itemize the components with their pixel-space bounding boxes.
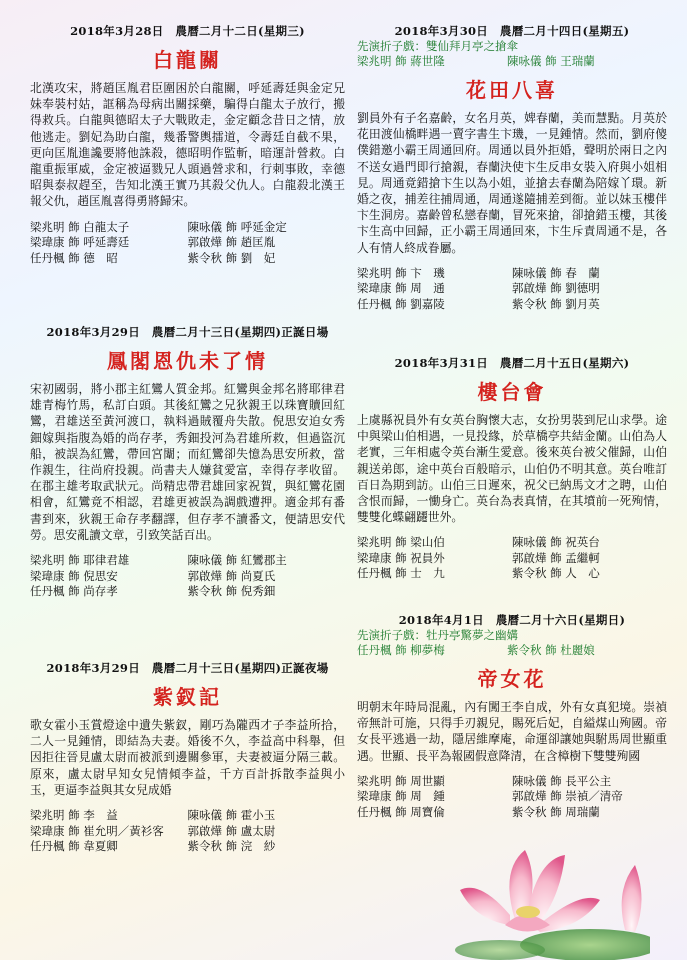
cast-row	[30, 553, 345, 569]
prelude-title: 先演折子戲：牡丹亭驚夢之幽媾	[357, 628, 518, 642]
cast-row	[357, 535, 667, 551]
cast-row	[357, 297, 667, 313]
cast-row	[357, 551, 667, 567]
show-date: 2018年3月29日 農曆二月十三日(星期四)正誕夜場	[46, 661, 329, 675]
show-section-bailongguan	[30, 23, 345, 266]
cast-list	[30, 220, 345, 267]
show-section-huatian	[357, 23, 667, 312]
show-synopsis: 上虞縣祝員外有女英台胸懷大志，女扮男裝到尼山求學。途中與梁山伯相遇，一見投緣，於草橋亭共結金蘭。山伯為人老實，三年相處令英台漸生愛意。後來英台被父催歸，山伯親送弟郎，途中英台百般暗示，山伯仍不明其意。英台唯訂百日為期到訪。山伯三日遲來，祝父已納馬文才之聘，山伯含恨而歸，一慟身亡。英台為表真情，在其墳前一死殉情，雙雙化蝶翩躚世外。	[357, 413, 667, 525]
cast-entry: 梁兆明 飾 李 益	[30, 808, 118, 823]
cast-entry: 紫令秋 飾 杜麗娘	[507, 643, 595, 657]
cast-entry: 陳咏儀 飾 王瑞蘭	[507, 54, 595, 68]
cast-row	[30, 220, 345, 236]
cast-entry: 紫令秋 飾 劉 妃	[187, 250, 276, 265]
cast-entry: 陳咏儀 飾 祝英台	[512, 535, 600, 550]
cast-entry: 郭啟燁 飾 劉德明	[512, 281, 600, 296]
show-synopsis: 明朝末年時局混亂，內有闖王李自成，外有女真犯境。崇禎帝無計可施，只得手刃親兒，賜死后妃，自縊煤山殉國。帝女長平逃過一劫，隱居維摩庵，命運卻讓她與駙馬周世顯重遇。世顯、長平為報國假意降清，在含樟樹下雙雙殉國	[357, 700, 667, 763]
show-synopsis: 宋初國弱，將小郡主紅鸞人質金邦。紅鸞與金邦名將耶律君雄青梅竹馬，私訂白頭。其後紅鸞之兄狄親王以珠寶贖回紅鸞，君雄送至黃河渡口，執料過賊覆舟失散。倪思安迫女秀鈿嫁與指腹為婚的尚存孝，秀鈿投河為君雄所救，但過盜沉船，被誤為紅鸞，帶回宮闈；而紅鸞卻失憶為思安所救，當作親生，往尚府投親。尚書夫人嫌貧愛富，幸得存孝收留。在郡主雄考取武狀元。尚精忠帶君雄回家祝賀，與紅鸞花園相會，紅鸞竟不相認，君雄更被誤為調戲遭押。適金邦有番書到來，狄親王命存孝翻譯，但存孝不讀番文，便請思安代勞。思安亂讀文章，引致笑話百出。	[30, 382, 345, 542]
show-synopsis: 歌女霍小玉賞燈途中遺失紫釵，剛巧為隴西才子李益所拾，二人一見鍾情，即結為夫妻。婚後不久，李益高中科舉，但因拒往晉見盧太尉而被派到邊關參軍，夫妻被逼分隔三載。原來，盧太尉早知女兒情傾李益，千方百計拆散李益與小玉，更逼李益與其女兒成婚	[30, 718, 345, 797]
cast-entry: 紫令秋 飾 浣 紗	[187, 839, 276, 854]
show-section-dinuhua	[357, 612, 667, 820]
cast-entry: 梁兆明 飾 周世顯	[357, 773, 445, 788]
cast-row	[357, 281, 667, 297]
prelude-cast	[357, 54, 667, 69]
cast-row	[357, 566, 667, 582]
cast-entry: 梁瑋康 飾 崔允明／黃衫客	[30, 823, 164, 838]
cast-row	[30, 824, 345, 840]
cast-entry: 陳咏儀 飾 春 蘭	[512, 265, 600, 280]
show-synopsis: 劉員外有子名嘉齡，女名月英，婢春蘭，美而慧點。月英於花田渡仙橋畔遇一賣字書生卞璣，一見鍾情。然而，劉府傻僕錯邀小霸王周通回府。周通以員外拒婚，聲明於兩日之內不送女過門即行搶親，春蘭決使卞生反串女裝入府與小姐相見。周通竟錯搶卞生以為小姐，並搶去春蘭為陪嫁丫環。新婚之夜，捕差往捕周通，周通遂隨捕差到衙。並以妹玉樓伴卞生洞房。嘉齡曾私戀春蘭，冒死來搶，卻搶錯玉樓，其後卞生高中回歸，正小霸王周通回來，卞生斥責周通不是，各人有情人終成眷屬。	[357, 111, 667, 255]
cast-entry: 郭啟燁 飾 崇禎／清帝	[512, 789, 623, 804]
cast-row	[357, 805, 667, 821]
show-section-zichaiji	[30, 660, 345, 855]
cast-entry: 郭啟燁 飾 盧太尉	[187, 823, 276, 838]
cast-entry: 梁瑋康 飾 祝員外	[357, 550, 445, 565]
prelude-cast	[357, 643, 667, 658]
show-section-fengge	[30, 324, 345, 600]
cast-list	[357, 535, 667, 582]
cast-entry: 梁兆明 飾 蔣世隆	[357, 54, 445, 68]
show-section-loutaihui	[357, 355, 667, 582]
cast-list	[357, 774, 667, 821]
show-date: 2018年4月1日 農曆二月十六日(星期日)	[398, 613, 626, 627]
cast-entry: 陳咏儀 飾 霍小玉	[187, 808, 276, 823]
cast-row	[357, 774, 667, 790]
cast-row	[30, 808, 345, 824]
show-title: 紫釵記	[153, 685, 222, 709]
show-title: 鳳閣恩仇未了情	[107, 349, 268, 373]
show-title: 樓台會	[477, 380, 547, 404]
cast-entry: 陳咏儀 飾 紅鸞郡主	[187, 553, 287, 568]
cast-entry: 梁兆明 飾 耶律君雄	[30, 553, 130, 568]
show-date: 2018年3月31日 農曆二月十五日(星期六)	[394, 356, 630, 370]
cast-entry: 任丹楓 飾 德 昭	[30, 250, 118, 265]
prelude-block	[357, 39, 667, 69]
cast-entry: 任丹楓 飾 劉嘉陵	[357, 296, 445, 311]
cast-entry: 紫令秋 飾 人 心	[512, 566, 600, 581]
cast-entry: 梁兆明 飾 白龍太子	[30, 219, 130, 234]
cast-entry: 任丹楓 飾 周寶倫	[357, 804, 445, 819]
cast-row	[357, 266, 667, 282]
cast-entry: 梁瑋康 飾 倪思安	[30, 568, 118, 583]
cast-entry: 任丹楓 飾 尚存孝	[30, 584, 118, 599]
prelude-title: 先演折子戲：雙仙拜月亭之搶傘	[357, 39, 518, 53]
show-title: 白龍關	[153, 48, 222, 72]
cast-list	[357, 266, 667, 313]
show-date: 2018年3月29日 農曆二月十三日(星期四)正誕日場	[46, 325, 329, 339]
cast-row	[30, 235, 345, 251]
cast-entry: 任丹楓 飾 柳夢梅	[357, 643, 445, 657]
cast-entry: 梁瑋康 飾 周 鍾	[357, 789, 445, 804]
cast-entry: 梁瑋康 飾 周 通	[357, 281, 445, 296]
show-date: 2018年3月28日 農曆二月十二日(星期三)	[70, 24, 305, 38]
cast-entry: 陳咏儀 飾 呼延金定	[187, 219, 287, 234]
cast-entry: 郭啟燁 飾 趙匡胤	[187, 235, 276, 250]
prelude-block	[357, 628, 667, 658]
cast-entry: 郭啟燁 飾 孟繼軻	[512, 550, 600, 565]
cast-entry: 紫令秋 飾 倪秀鈿	[187, 584, 276, 599]
cast-row	[30, 584, 345, 600]
cast-entry: 紫令秋 飾 劉月英	[512, 296, 600, 311]
lotus-flower-image	[440, 820, 650, 960]
cast-list	[30, 808, 345, 855]
cast-entry: 郭啟燁 飾 尚夏氏	[187, 568, 276, 583]
cast-row	[357, 789, 667, 805]
cast-list	[30, 553, 345, 600]
cast-row	[30, 569, 345, 585]
cast-entry: 陳咏儀 飾 長平公主	[512, 773, 612, 788]
show-date: 2018年3月30日 農曆二月十四日(星期五)	[394, 24, 630, 38]
cast-row	[30, 839, 345, 855]
cast-entry: 紫令秋 飾 周瑞蘭	[512, 804, 600, 819]
cast-entry: 梁兆明 飾 梁山伯	[357, 535, 445, 550]
cast-entry: 梁瑋康 飾 呼延壽廷	[30, 235, 130, 250]
cast-entry: 任丹楓 飾 韋夏卿	[30, 839, 118, 854]
cast-row	[30, 251, 345, 267]
cast-entry: 任丹楓 飾 士 九	[357, 566, 445, 581]
show-title: 花田八喜	[466, 78, 558, 102]
show-title: 帝女花	[477, 667, 547, 691]
cast-entry: 梁兆明 飾 卞 璣	[357, 265, 445, 280]
show-synopsis: 北漢攻宋，將趙匡胤君臣圍困於白龍關，呼延壽廷與金定兄妹奉裝村姑，誆稱為母病出關採藥，騙得白龍太子放行，搬得救兵。白龍與德昭太子大戰敗走，金定顧念昔日之情，放他逃走。劉妃為助白龍，幾番警輿擂道，令壽廷自截不果，更向匡胤進讒要將他誅殺，德昭明作監斬，暗運計營救。白龍重振軍威，金定被逼戮兄人頭過營求和，行刺事敗，幸德昭與泰叔趕至，告知北漢王實乃其殺父仇人。白龍殺北漢王報父仇，趙匡胤喜得勇將歸宋。	[30, 81, 345, 209]
